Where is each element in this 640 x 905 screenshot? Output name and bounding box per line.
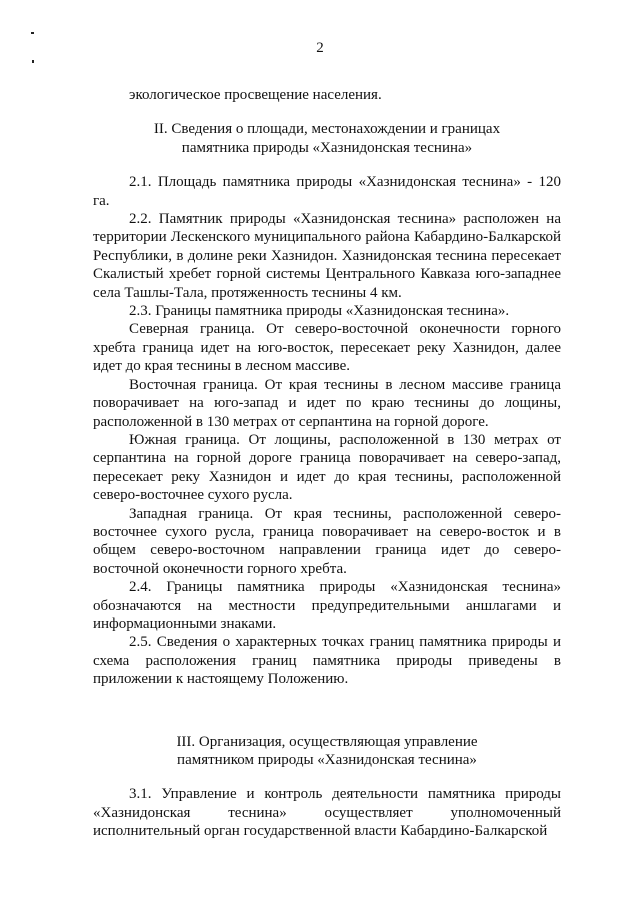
margin-mark-1: [31, 32, 34, 34]
document-body: [93, 86, 561, 841]
paragraph-intro: экологическое просвещение населения.: [129, 87, 382, 103]
section-heading-2-line2: памятника природы «Хазнидонская теснина»: [181, 139, 473, 156]
paragraph-2-2: 2.2. Памятник природы «Хазнидонская теснина» расположен на территории Лескенского муниципального района Кабардино-Балкарской Республики, в долине реки Хазнидон. Хазнидонская теснина пересекает Скалистый хребет горной системы Центрального Кавказа юго-западнее села Ташлы-Тала, протяженность теснины 4 км.: [93, 211, 561, 301]
paragraph-west-boundary: Западная граница. От края теснины, расположенной северо-восточнее сухого русла, граница поворачивает на северо-восток и в общем северо-восточном направлении граница идет до северо-восточной оконечности горного хребта.: [93, 505, 561, 577]
paragraph-2-3: 2.3. Границы памятника природы «Хазнидонская теснина».: [129, 303, 510, 320]
page-number: 2: [316, 40, 324, 56]
section-heading-3-line2: памятником природы «Хазнидонская теснина»: [177, 752, 477, 768]
paragraph-3-1: 3.1. Управление и контроль деятельности памятника природы «Хазнидонская теснина» осуществляет уполномоченный исполнительный орган государственной власти Кабардино-Балкарской: [93, 786, 561, 840]
paragraph-east-boundary: Восточная граница. От края теснины в лесном массиве граница поворачивает на юго-запад и идет по краю теснины до лощины, расположенной в 130 метрах от серпантина на горной дороге.: [93, 376, 561, 430]
section-heading-3-line1: III. Организация, осуществляющая управление: [176, 733, 478, 750]
margin-mark-2: [32, 60, 34, 63]
paragraph-north-boundary: Северная граница. От северо-восточной оконечности горного хребта граница идет на юго-восток, пересекает реку Хазнидон, далее идет до края теснины в лесном массиве.: [93, 321, 561, 375]
paragraph-2-5: 2.5. Сведения о характерных точках границ памятника природы и схема расположения границ памятника природы приведены в приложении к настоящему Положению.: [93, 634, 561, 688]
section-heading-2-line1: II. Сведения о площади, местонахождении и границах: [153, 121, 501, 138]
paragraph-2-4: 2.4. Границы памятника природы «Хазнидонская теснина» обозначаются на местности предупредительными аншлагами и информационными знаками.: [93, 579, 561, 632]
paragraph-south-boundary: Южная граница. От лощины, расположенной в 130 метрах от серпантина на горной дороге граница поворачивает на северо-запад, пересекает реку Хазнидон и идет до края теснины, расположенной северо-восточнее сухого русла.: [93, 431, 561, 504]
paragraph-2-1: 2.1. Площадь памятника природы «Хазнидонская теснина» - 120 га.: [93, 174, 561, 209]
